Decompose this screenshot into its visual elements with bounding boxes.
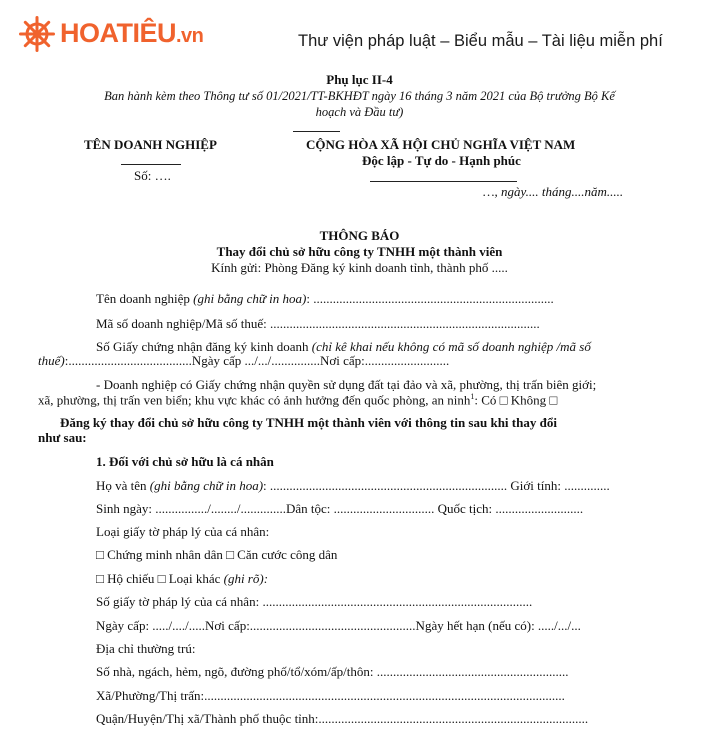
- id-type-options-2-text: □ Hộ chiếu □ Loại khác: [96, 571, 224, 586]
- issued-line-1: Ban hành kèm theo Thông tư số 01/2021/TT-BKHĐT ngày 16 tháng 3 năm 2021 của Bộ trưởng Bộ Kế: [104, 89, 615, 103]
- notice-subtitle: Thay đổi chủ sở hữu công ty TNHH một thành viên: [216, 244, 503, 259]
- republic-heading: CỘNG HÒA XÃ HỘI CHỦ NGHĨA VIỆT NAM: [306, 137, 576, 152]
- brand-logo[interactable]: [60, 18, 203, 49]
- id-type-other-hint: (ghi rõ):: [223, 571, 269, 586]
- land-cert-text: xã, phường, thị trấn ven biển; khu vực khác có ảnh hưởng đến quốc phòng, an ninh: [38, 392, 471, 408]
- footnote-marker: 1: [470, 392, 475, 401]
- field-full-name[interactable]: [96, 478, 610, 494]
- field-business-cert-text: Số Giấy chứng nhận đăng ký kinh doanh: [96, 339, 312, 354]
- field-company-name[interactable]: [96, 291, 554, 307]
- register-line-1: Đăng ký thay đổi chủ sở hữu công ty TNHH một thành viên với thông tin sau khi thay đổi: [60, 415, 557, 430]
- notice-title: THÔNG BÁO: [319, 228, 400, 243]
- land-cert-line-2[interactable]: [38, 392, 557, 408]
- document-number: Số: ….: [134, 168, 171, 183]
- field-company-name-hint: (ghi bằng chữ in hoa): [193, 291, 307, 306]
- field-full-name-dots: : ......................................................................... Giới tính: ..............: [263, 478, 610, 493]
- register-line-2: như sau:: [38, 430, 87, 445]
- field-issue-date[interactable]: Ngày cấp: ...../..../.....Nơi cấp:...................................................Ngày hết hạn (nếu có): ...../.../...: [96, 618, 581, 633]
- field-full-name-label: Họ và tên: [96, 478, 150, 493]
- land-cert-line-1: - Doanh nghiệp có Giấy chứng nhận quyền sử dụng đất tại đảo và xã, phường, thị trấn biên giới;: [96, 377, 597, 392]
- field-street[interactable]: Số nhà, ngách, hẻm, ngõ, đường phố/tổ/xóm/ấp/thôn: ...........................................................: [96, 664, 569, 679]
- company-name: TÊN DOANH NGHIỆP: [84, 137, 217, 152]
- field-business-cert-hint: (chỉ kê khai nếu không có mã số doanh nghiệp /mã số: [311, 339, 591, 354]
- divider-company: [121, 164, 181, 165]
- field-address-label: Địa chỉ thường trú:: [96, 641, 196, 656]
- field-district[interactable]: Quận/Huyện/Thị xã/Thành phố thuộc tỉnh:...................................................................................: [96, 711, 589, 726]
- field-company-name-dots: : ..........................................................................: [306, 291, 554, 306]
- brand-logo-text: HOATIÊU: [60, 18, 176, 48]
- field-business-cert-dots: :......................................Ngày cấp .../.../...............Nơi cấp:..........................: [64, 353, 450, 368]
- section-individual-owner: 1. Đối với chủ sở hữu là cá nhân: [96, 454, 274, 469]
- brand-logo-domain: .vn: [176, 25, 204, 47]
- field-birth-date[interactable]: Sinh ngày: ................/......../..............Dân tộc: ............................... Quốc tịch: ...........................: [96, 501, 584, 516]
- appendix-title: Phụ lục II-4: [326, 72, 393, 87]
- id-type-options-2[interactable]: [96, 571, 268, 587]
- addressee: Kính gửi: Phòng Đăng ký kinh doanh tỉnh, thành phố .....: [211, 260, 508, 275]
- divider-motto: [370, 181, 517, 182]
- field-id-type-label: Loại giấy tờ pháp lý của cá nhân:: [96, 524, 270, 539]
- field-id-number[interactable]: Số giấy tờ pháp lý của cá nhân: ...................................................................................: [96, 594, 533, 609]
- ship-wheel-logo-icon: [19, 16, 55, 52]
- field-full-name-hint: (ghi bằng chữ in hoa): [149, 478, 264, 493]
- divider-short-top: [293, 131, 340, 132]
- field-business-cert[interactable]: [38, 353, 449, 369]
- field-business-cert-hint-2: thuế): [38, 353, 65, 368]
- field-tax-code[interactable]: Mã số doanh nghiệp/Mã số thuế: ...................................................................................: [96, 316, 540, 331]
- site-tagline: Thư viện pháp luật – Biểu mẫu – Tài liệu miễn phí: [298, 32, 663, 50]
- issued-line-2: hoạch và Đầu tư): [315, 105, 404, 119]
- id-type-options-1[interactable]: □ Chứng minh nhân dân □ Căn cước công dân: [96, 547, 338, 562]
- motto: Độc lập - Tự do - Hạnh phúc: [362, 153, 521, 168]
- land-cert-checkboxes[interactable]: : Có □ Không □: [474, 392, 558, 408]
- field-ward[interactable]: Xã/Phường/Thị trấn:...............................................................................................................: [96, 688, 565, 703]
- field-company-name-label: Tên doanh nghiệp: [96, 291, 194, 306]
- date-line: …, ngày.... tháng....năm.....: [483, 184, 624, 199]
